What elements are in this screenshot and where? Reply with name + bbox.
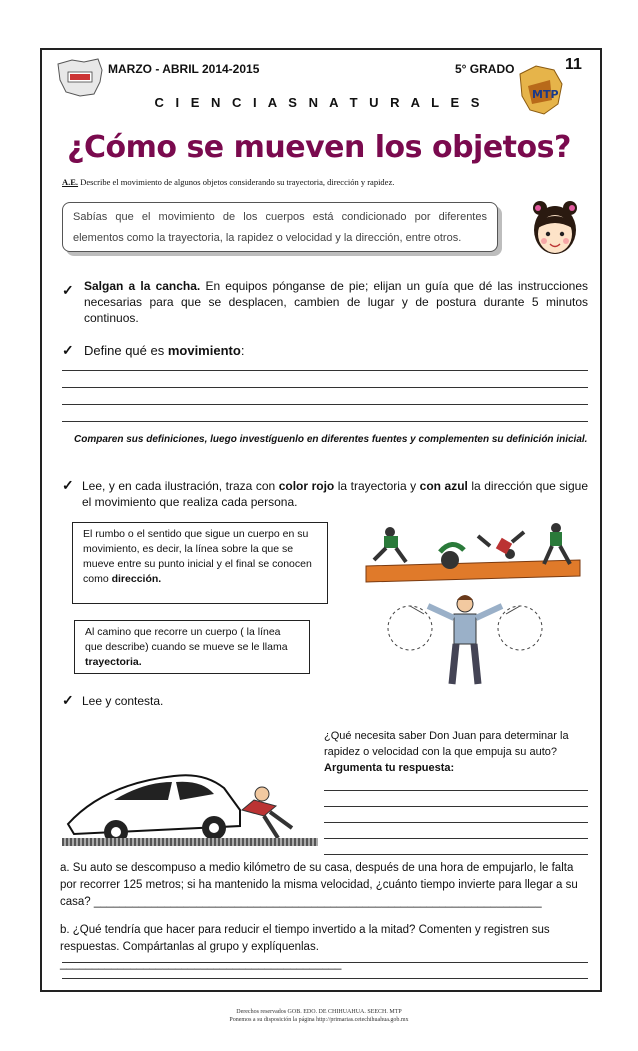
answer-line[interactable] (62, 370, 588, 371)
answer-line[interactable] (324, 838, 588, 839)
trajectory-bold: trayectoria. (85, 656, 142, 668)
footer-line-2: Ponemos a su disposición la página http://primarias.cetechihuahua.gob.mx (229, 1017, 409, 1023)
mesa-tecnica-logo (510, 60, 570, 120)
direction-definition-box (72, 522, 328, 604)
period-label: MARZO - ABRIL 2014-2015 (108, 62, 260, 76)
question-box (324, 728, 588, 776)
question-bold: Argumenta tu respuesta: (324, 762, 455, 774)
road-line (62, 838, 318, 846)
activity-trace (82, 478, 588, 510)
seech-logo (54, 56, 106, 100)
answer-line[interactable] (324, 822, 588, 823)
trajectory-text: Al camino que recorre un cuerpo ( la línea que describe) cuando se mueve se le llama (85, 626, 288, 653)
compare-note: Comparen sus definiciones, luego investíguenlo en diferentes fuentes y complementen su definición inicial. (74, 434, 588, 445)
answer-line[interactable] (324, 806, 588, 807)
ae-label: A.E. (62, 177, 79, 187)
trace-text-2: la trayectoria y (334, 479, 420, 493)
grade-label: 5° GRADO (455, 62, 515, 76)
trajectory-definition-box (74, 620, 310, 674)
answer-line[interactable] (324, 854, 588, 855)
main-title: ¿Cómo se mueven los objetos? (67, 130, 571, 165)
info-callout (62, 202, 498, 252)
callout-text: Sabías que el movimiento de los cuerpos está condicionado por diferentes elementos como la trayectoria, la rapidez o velocidad y la dirección, entre otros. (73, 211, 487, 244)
answer-line[interactable] (62, 962, 588, 963)
subject-title: C I E N C I A S N A T U R A L E S (154, 95, 484, 110)
question-text: ¿Qué necesita saber Don Juan para determinar la rapidez o velocidad con la que empuja su auto? (324, 730, 569, 758)
footer-line-1: Derechos reservados GOB. EDO. DE CHIHUAHUA. SEECH. MTP (236, 1009, 402, 1015)
answer-line[interactable] (62, 387, 588, 388)
gymnastics-illustration (360, 520, 586, 584)
girl-illustration (528, 198, 582, 260)
activity-define (84, 343, 384, 359)
trace-red: color rojo (278, 479, 335, 493)
arm-swing-illustration (380, 580, 550, 690)
answer-line[interactable] (324, 790, 588, 791)
direction-text: El rumbo o el sentido que sigue un cuerpo en su movimiento, es decir, la línea sobre la que se mueve entre su punto inicial y el final se conocen como (83, 528, 312, 585)
define-suffix: : (240, 343, 245, 358)
answer-line[interactable] (62, 978, 588, 979)
define-bold: movimiento (167, 343, 241, 358)
direction-bold: dirección. (111, 573, 162, 585)
page-number: 11 (565, 56, 582, 73)
trace-blue: con azul (419, 479, 468, 493)
activity-cancha (84, 278, 588, 326)
ae-text: Describe el movimiento de algunos objetos considerando su trayectoria, dirección y rapidez. (78, 177, 395, 187)
activity-read-answer: Lee y contesta. (82, 694, 164, 708)
activity-cancha-bold: Salgan a la cancha. (84, 279, 201, 293)
item-b: b. ¿Qué tendría que hacer para reducir el tiempo invertido a la mitad? Comenten y registren sus respuestas. Compártanlas al grupo y explíquenlas. ____________________________________________ (60, 924, 550, 970)
define-text: Define qué es (84, 343, 168, 358)
check-icon: ✓ (62, 692, 74, 708)
answer-line[interactable] (62, 404, 588, 405)
check-icon: ✓ (62, 477, 74, 493)
svg-text:MTP: MTP (532, 88, 559, 101)
item-a: a. Su auto se descompuso a medio kilómetro de su casa, después de una hora de empujarlo, le falta por recorrer 125 metros; si ha mantenido la misma velocidad, ¿cuánto tiempo invierte para llegar a su casa? ______________________________________________________________________ (60, 862, 578, 908)
learning-expectation (62, 177, 394, 187)
answer-line[interactable] (62, 421, 588, 422)
footer (0, 1008, 638, 1024)
trace-text-1: Lee, y en cada ilustración, traza con (82, 479, 279, 493)
check-icon: ✓ (62, 342, 74, 358)
activity-cancha-text: En equipos pónganse de pie; elijan un guía que dé las instrucciones necesarias para que se desplacen, cambien de lugar y de postura durante 5 minutos continuos. (84, 279, 588, 325)
check-icon: ✓ (62, 282, 74, 298)
trace-text-3: la dirección que sigue el movimiento que realiza cada persona. (82, 479, 588, 509)
